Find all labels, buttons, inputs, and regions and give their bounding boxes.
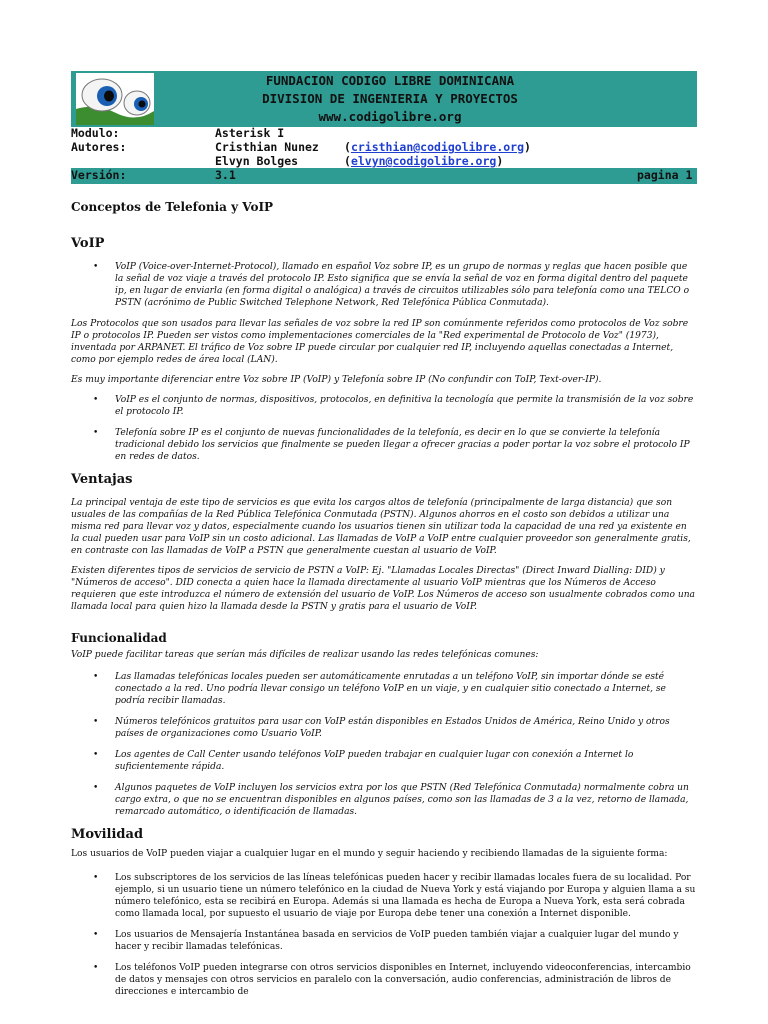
modulo-label: Modulo:	[71, 126, 120, 140]
version-value: 3.1	[215, 168, 236, 182]
close-paren: )	[524, 140, 531, 154]
list-item: • Telefonía sobre IP es el conjunto de nuevas funcionalidades de la telefonía, es decir en lo que se convierte la telefonía tradicional debido los servicios que finalmente se pueden llegar a ofrecer gracias a poder portar la voz sobre el protocolo IP en redes de datos.	[115, 427, 697, 463]
author2-email-line	[344, 154, 503, 169]
list-item: • VoIP (Voice-over-Internet-Protocol), llamado en español Voz sobre IP, es un grupo de normas y reglas que hacen posible que la señal de voz viaje a través del protocolo IP. Esto significa que se envía la señal de voz en forma digital dentro del paquete ip, en lugar de enviarla (en forma digital o analógica) a través de circuitos utilizables sólo para telefonía como una TELCO o PSTN (acrónimo de Public Switched Telephone Network, Red Telefónica Pública Conmutada).	[115, 261, 697, 309]
author1-email-line	[344, 140, 531, 155]
list-item: • Los teléfonos VoIP pueden integrarse con otros servicios disponibles en Internet, incluyendo videoconferencias, intercambio de datos y mensajes con otros servicios en paralelo con la conversación, audio conferencias, administración de libros de direcciones e intercambio de	[115, 962, 697, 998]
movilidad-intro: Los usuarios de VoIP pueden viajar a cualquier lugar en el mundo y seguir haciendo y recibiendo llamadas de la siguiente forma:	[71, 849, 668, 859]
page-number: pagina 1	[637, 168, 693, 182]
section-heading-voip: VoIP	[71, 236, 105, 251]
funcionalidad-bullet-list	[71, 671, 697, 818]
voip-difference-list	[71, 394, 697, 463]
funcionalidad-intro: VoIP puede facilitar tareas que serían más difíciles de realizar usando las redes telefónicas comunes:	[71, 650, 539, 660]
autores-label: Autores:	[71, 140, 127, 154]
author2-name: Elvyn Bolges	[215, 154, 299, 168]
modulo-value: Asterisk I	[215, 126, 285, 140]
author1-email-link[interactable]: cristhian@codigolibre.org	[350, 140, 525, 154]
logo-eyes-icon	[76, 73, 154, 125]
author1-name: Cristhian Nunez	[215, 140, 319, 154]
org-name: FUNDACION CODIGO LIBRE DOMINICANA	[265, 73, 515, 88]
author2-email-link[interactable]: elvyn@codigolibre.org	[350, 154, 497, 168]
list-item: • Algunos paquetes de VoIP incluyen los servicios extra por los que PSTN (Red Telefónica Conmutada) normalmente cobra un cargo extra, o que no se encuentran disponibles en algunos países, como son las llamadas de 3 a la vez, retorno de llamada, remarcado automático, o identificación de llamadas.	[115, 782, 697, 818]
open-paren: (	[344, 154, 351, 168]
division-name: DIVISION DE INGENIERIA Y PROYECTOS	[262, 91, 518, 106]
section-heading-movilidad: Movilidad	[71, 827, 144, 842]
voip-paragraph-difference: Es muy importante diferenciar entre Voz sobre IP (VoIP) y Telefonía sobre IP (No confundir con ToIP, Text-over-IP).	[71, 375, 602, 385]
section-heading-funcionalidad: Funcionalidad	[71, 631, 167, 645]
website-link[interactable]: www.codigolibre.org	[318, 109, 462, 124]
list-item: • Las llamadas telefónicas locales pueden ser automáticamente enrutadas a un teléfono VoIP, sin importar dónde se esté conectado a la red. Uno podría llevar consigo un teléfono VoIP en un viaje, y en cualquier sitio conectado a Internet, se podría recibir llamadas.	[115, 671, 697, 707]
list-item: • Números telefónicos gratuitos para usar con VoIP están disponibles en Estados Unidos de América, Reino Unido y otros países de organizaciones como Usuario VoIP.	[115, 716, 697, 740]
voip-bullet-list	[71, 261, 697, 309]
page-title: Conceptos de Telefonia y VoIP	[71, 200, 274, 214]
movilidad-bullet-list	[71, 872, 697, 998]
version-label: Versión:	[71, 168, 127, 182]
voip-paragraph-protocols: Los Protocolos que son usados para llevar las señales de voz sobre la red IP son comúnmente referidos como protocolos de Voz sobre IP o protocolos IP. Pueden ser vistos como implementaciones comerciales de la "Red experimental de Protocolo de Voz" (1973), inventada por ARPANET. El tráfico de Voz sobre IP puede circular por cualquier red IP, incluyendo aquellas conectadas a Internet, como por ejemplo redes de área local (LAN).	[71, 319, 689, 365]
close-paren: )	[496, 154, 504, 168]
list-item: • VoIP es el conjunto de normas, dispositivos, protocolos, en definitiva la tecnología que permite la transmisión de la voz sobre el protocolo IP.	[115, 394, 697, 418]
version-band	[71, 168, 697, 184]
document-body	[71, 200, 697, 1007]
ventajas-paragraph-1: La principal ventaja de este tipo de servicios es que evita los cargos altos de telefonía (principalmente de larga distancia) que son usuales de las compañías de la Red Pública Telefónica Conmutada (PSTN). Algunos ahorros en el costo son debidos a utilizar una misma red para llevar voz y datos, especialmente cuando los usuarios tienen sin utilizar toda la capacidad de una red ya existente en la cual pueden usar para VoIP sin un costo adicional. Las llamadas de VoIP a VoIP entre cualquier proveedor son generalmente gratis, en contraste con las llamadas de VoIP a PSTN que generalmente cuestan al usuario de VoIP.	[71, 498, 691, 556]
spacer	[71, 621, 697, 631]
list-item: • Los subscriptores de los servicios de las líneas telefónicas pueden hacer y recibir llamadas locales fuera de su localidad. Por ejemplo, si un usuario tiene un número telefónico en la ciudad de Nueva York y está viajando por Europa y alguien llama a su número telefónico, esta se recibirá en Europa. Además si una llamada es hecha de Europa a Nueva York, esta será cobrada como llamada local, por supuesto el usuario de viaje por Europa debe tener una conexión a Internet disponible.	[115, 872, 697, 920]
ventajas-paragraph-2: Existen diferentes tipos de servicios de servicio de PSTN a VoIP: Ej. "Llamadas Locales Directas" (Direct Inward Dialling: DID) y "Números de acceso". DID conecta a quien hace la llamada directamente al usuario VoIP mientras que los Números de Acceso requieren que este introduzca el número de extensión del usuario de VoIP. Los Números de acceso son usualmente cobrados como una llamada local para quien hizo la llamada desde la PSTN y gratis para el usuario de VoIP.	[71, 566, 695, 612]
list-item: • Los agentes de Call Center usando teléfonos VoIP pueden trabajar en cualquier lugar con conexión a Internet lo suficientemente rápida.	[115, 749, 697, 773]
list-item: • Los usuarios de Mensajería Instantánea basada en servicios de VoIP pueden también viajar a cualquier lugar del mundo y hacer y recibir llamadas telefónicas.	[115, 929, 697, 953]
section-heading-ventajas: Ventajas	[71, 472, 133, 487]
open-paren: (	[344, 140, 351, 154]
